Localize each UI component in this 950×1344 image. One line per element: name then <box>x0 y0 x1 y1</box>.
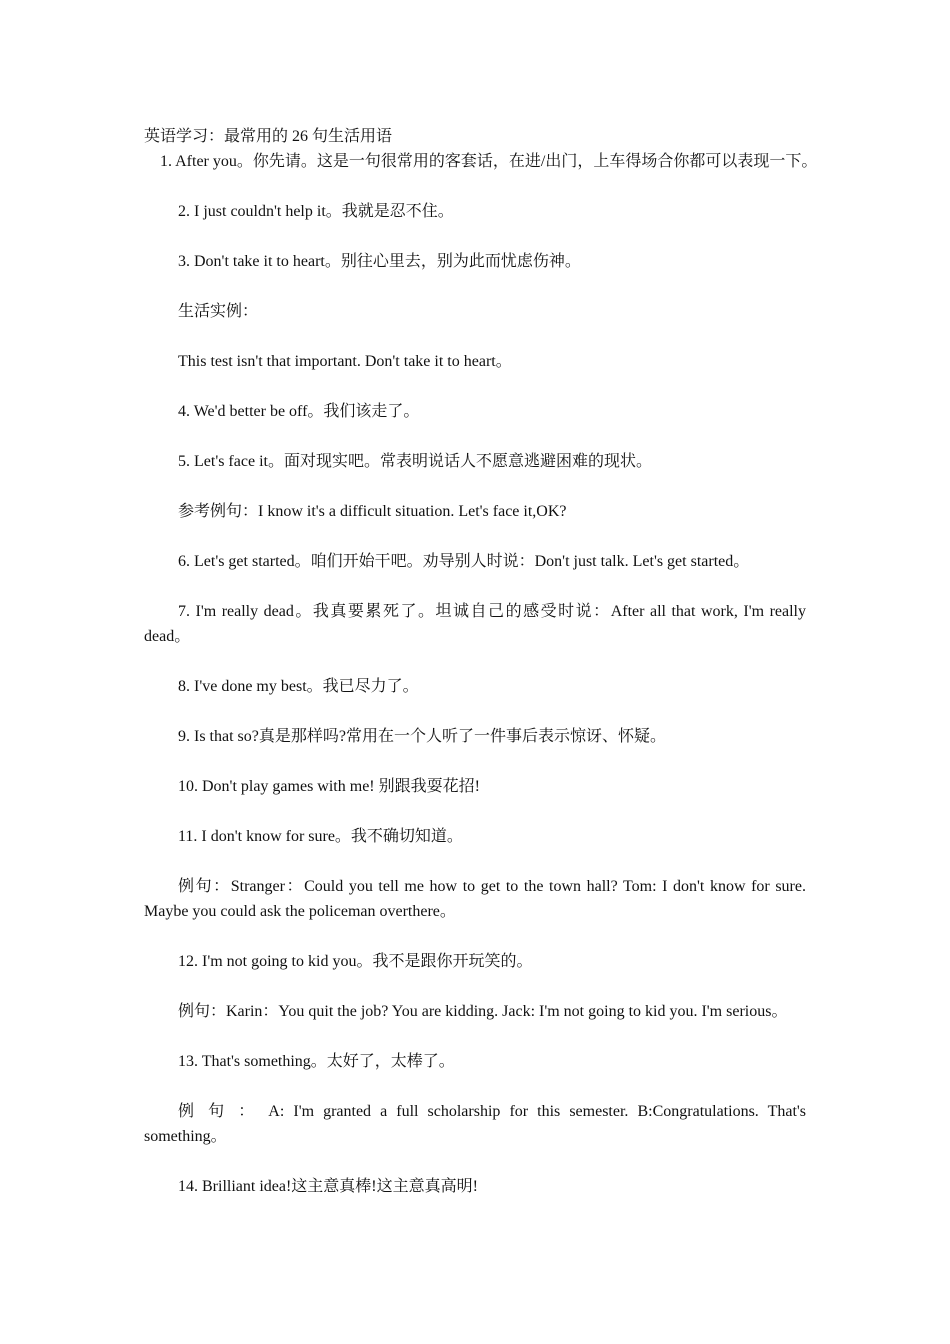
paragraph-5-example: 参考例句：I know it's a difficult situation. Let's face it,OK? <box>178 503 567 520</box>
paragraph-13: 13. That's something。太好了，太棒了。 <box>178 1053 455 1070</box>
paragraph-1: 1. After you。你先请。这是一句很常用的客套话，在进/出门，上车得场合你都可以表现一下。 <box>160 153 818 170</box>
paragraph-14: 14. Brilliant idea!这主意真棒!这主意真高明! <box>178 1178 478 1195</box>
paragraph-11-example: 例句：Stranger：Could you tell me how to get to the town hall? Tom: I don't know for sure. Maybe you could ask the policeman overthere。 <box>144 878 806 920</box>
paragraph-2: 2. I just couldn't help it。我就是忍不住。 <box>178 203 454 220</box>
paragraph-5: 5. Let's face it。面对现实吧。常表明说话人不愿意逃避困难的现状。 <box>178 453 652 470</box>
paragraph-13-example: 例 句 ： A: I'm granted a full scholarship for this semester. B:Congratulations. That's something。 <box>144 1103 806 1145</box>
paragraph-9: 9. Is that so?真是那样吗?常用在一个人听了一件事后表示惊讶、怀疑。 <box>178 728 666 745</box>
paragraph-12-example: 例句：Karin：You quit the job? You are kidding. Jack: I'm not going to kid you. I'm serious。 <box>178 1003 788 1020</box>
paragraph-6: 6. Let's get started。咱们开始干吧。劝导别人时说：Don't just talk. Let's get started。 <box>178 553 750 570</box>
paragraph-3: 3. Don't take it to heart。别往心里去，别为此而忧虑伤神。 <box>178 253 581 270</box>
paragraph-12: 12. I'm not going to kid you。我不是跟你开玩笑的。 <box>178 953 533 970</box>
page-title: 英语学习：最常用的 26 句生活用语 <box>144 128 393 145</box>
paragraph-8: 8. I've done my best。我已尽力了。 <box>178 678 419 695</box>
document-body <box>144 124 818 1224</box>
paragraph-11: 11. I don't know for sure。我不确切知道。 <box>178 828 463 845</box>
paragraph-life-example: This test isn't that important. Don't take it to heart。 <box>178 353 512 370</box>
paragraph-life-example-label: 生活实例： <box>178 303 259 320</box>
paragraph-10: 10. Don't play games with me! 别跟我耍花招! <box>178 778 480 795</box>
paragraph-7: 7. I'm really dead。我真要累死了。坦诚自己的感受时说：After all that work, I'm really dead。 <box>144 603 806 645</box>
paragraph-4: 4. We'd better be off。我们该走了。 <box>178 403 420 420</box>
